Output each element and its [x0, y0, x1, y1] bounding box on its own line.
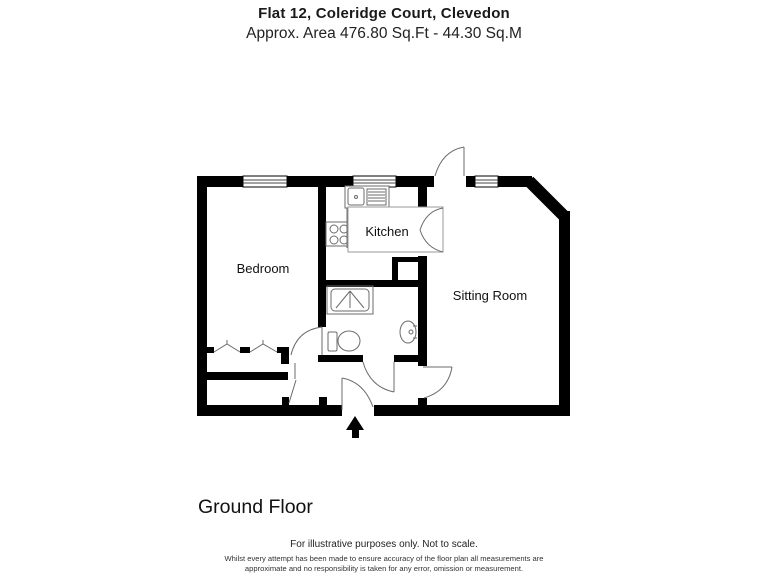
- kitchen-window: [353, 176, 396, 187]
- page-title: Flat 12, Coleridge Court, Clevedon: [258, 5, 510, 22]
- top-entrance-door: [435, 147, 464, 176]
- disclaimer-line-1: Whilst every attempt has been made to ensure accuracy of the floor plan all measurements are: [224, 554, 544, 563]
- shower-icon: [327, 286, 373, 314]
- store-door: [289, 363, 296, 403]
- room-labels: [237, 224, 528, 303]
- bedroom-door: [291, 327, 322, 355]
- windows: [243, 176, 498, 187]
- sitting-room-label: Sitting Room: [452, 288, 528, 303]
- sitting-room-window: [475, 176, 498, 187]
- bathroom-fixtures: [327, 286, 417, 351]
- illustrative-notice: For illustrative purposes only. Not to scale.: [290, 539, 478, 550]
- disclaimer-text: [0, 554, 768, 573]
- basin-icon: [400, 321, 417, 343]
- entrance-arrow-icon: [346, 416, 364, 438]
- bathroom-door: [363, 362, 394, 392]
- front-entrance-door: [342, 378, 373, 410]
- sitting-room-door: [423, 367, 452, 398]
- area-subtitle: Approx. Area 476.80 Sq.Ft - 44.30 Sq.M: [246, 25, 522, 42]
- kitchen-label: Kitchen: [365, 224, 409, 239]
- hob-icon: [326, 208, 348, 248]
- toilet-icon: [328, 331, 360, 351]
- bedroom-window: [243, 176, 287, 187]
- disclaimer-line-2: approximate and no responsibility is taken for any error, omission or measurement.: [244, 563, 524, 573]
- bedroom-label: Bedroom: [236, 261, 290, 276]
- sink-unit-icon: [345, 186, 389, 208]
- floor-label: Ground Floor: [198, 496, 313, 518]
